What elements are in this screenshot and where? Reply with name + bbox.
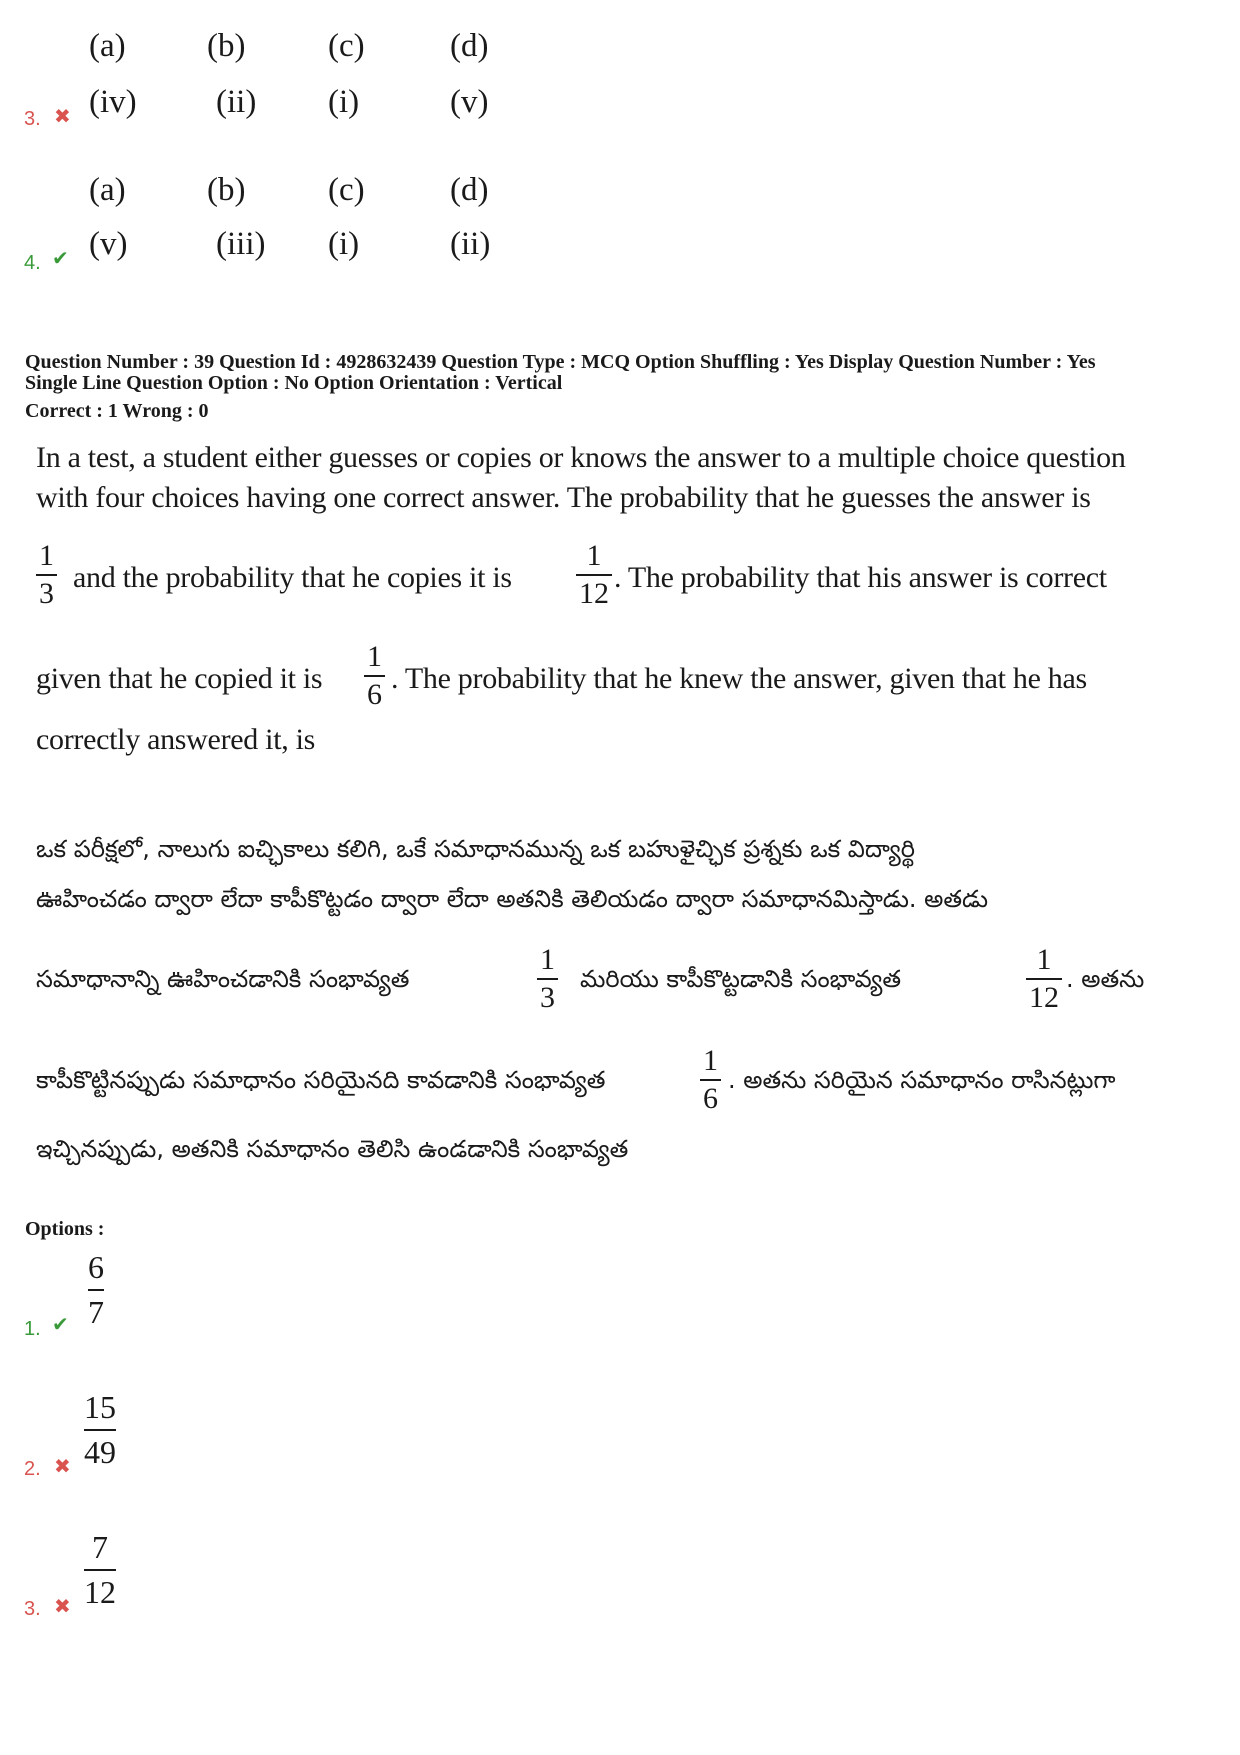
question-text-line: . The probability that he knew the answer, given that he has: [391, 662, 1087, 695]
match-value: (ii): [216, 84, 257, 120]
question-text-telugu-line: . అతను: [1066, 965, 1145, 993]
question-text-telugu-line: కాపీకొట్టినప్పుడు సమాధానం సరియైనది కావడానికి సంభావ్యత: [36, 1066, 606, 1094]
fraction-one-sixth: 1 6: [364, 641, 385, 710]
marks-line: Correct : 1 Wrong : 0: [25, 400, 209, 422]
question-text-line: and the probability that he copies it is: [73, 561, 512, 594]
question-text-telugu-line: ఒక పరీక్షలో, నాలుగు ఐచ్ఛికాలు కలిగి, ఒకే సమాధానమున్న ఒక బహుళైచ్ఛిక ప్రశ్నకు ఒక విద్యార్థి: [36, 835, 916, 863]
check-icon: ✔: [52, 246, 69, 270]
fraction-one-twelfth: 1 12: [1026, 944, 1062, 1013]
question-meta-line2: Single Line Question Option : No Option Orientation : Vertical: [25, 372, 563, 394]
options-label: Options :: [25, 1218, 105, 1240]
fraction-one-third: 1 3: [537, 944, 558, 1013]
question-text-telugu-line: మరియు కాపీకొట్టడానికి సంభావ్యత: [580, 965, 902, 993]
question-text-telugu-line: సమాధానాన్ని ఊహించడానికి సంభావ్యత: [36, 965, 410, 993]
question-text-line: In a test, a student either guesses or copies or knows the answer to a multiple choice question: [36, 441, 1126, 474]
col-header-a: (a): [89, 172, 126, 208]
cross-icon: ✖: [54, 1594, 71, 1618]
match-value: (i): [328, 226, 360, 262]
question-meta-line1: Question Number : 39 Question Id : 4928632439 Question Type : MCQ Option Shuffling : Yes Display Question Number : Yes: [25, 351, 1096, 373]
option-number: 4.: [24, 252, 41, 274]
question-text-telugu-line: ఊహించడం ద్వారా లేదా కాపీకొట్టడం ద్వారా లేదా అతనికి తెలియడం ద్వారా సమాధానమిస్తాడు. అతడు: [36, 885, 989, 913]
option-number: 1.: [24, 1318, 41, 1340]
col-header-d: (d): [450, 172, 489, 208]
option-number: 3.: [24, 1598, 41, 1620]
question-text-line: with four choices having one correct answer. The probability that he guesses the answer is: [36, 481, 1091, 514]
cross-icon: ✖: [54, 104, 71, 128]
option-fraction: 6 7: [88, 1249, 104, 1331]
col-header-d: (d): [450, 28, 489, 64]
question-text-line: given that he copied it is: [36, 662, 323, 695]
col-header-b: (b): [207, 172, 246, 208]
match-value: (v): [450, 84, 489, 120]
match-value: (ii): [450, 226, 491, 262]
fraction-one-twelfth: 1 12: [576, 540, 612, 609]
question-text-line: . The probability that his answer is correct: [614, 561, 1107, 594]
check-icon: ✔: [52, 1312, 69, 1336]
col-header-c: (c): [328, 172, 365, 208]
match-value: (i): [328, 84, 360, 120]
fraction-one-third: 1 3: [36, 540, 57, 609]
col-header-a: (a): [89, 28, 126, 64]
question-text-telugu-line: . అతను సరియైన సమాధానం రాసినట్లుగా: [728, 1066, 1116, 1094]
match-value: (v): [89, 226, 128, 262]
col-header-b: (b): [207, 28, 246, 64]
option-number: 3.: [24, 108, 41, 130]
question-text-telugu-line: ఇచ్చినప్పుడు, అతనికి సమాధానం తెలిసి ఉండడానికి సంభావ్యత: [36, 1135, 629, 1163]
option-fraction: 7 12: [84, 1529, 116, 1611]
match-value: (iii): [216, 226, 266, 262]
cross-icon: ✖: [54, 1454, 71, 1478]
fraction-one-sixth: 1 6: [700, 1045, 721, 1114]
match-value: (iv): [89, 84, 137, 120]
col-header-c: (c): [328, 28, 365, 64]
question-text-line: correctly answered it, is: [36, 723, 316, 756]
option-number: 2.: [24, 1458, 41, 1480]
option-fraction: 15 49: [84, 1389, 116, 1471]
